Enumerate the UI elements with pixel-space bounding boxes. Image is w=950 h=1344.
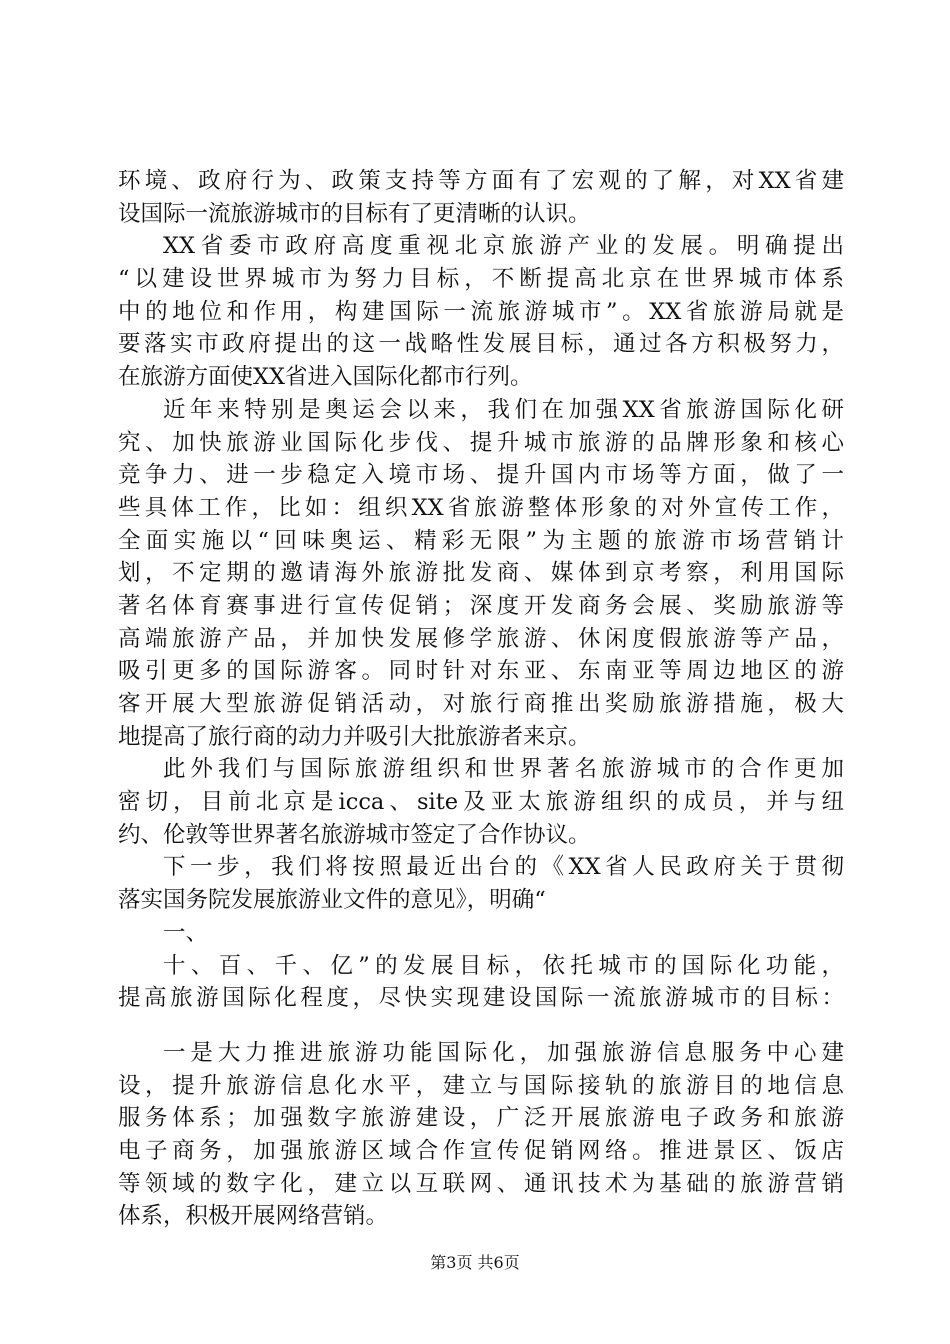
body-line: 些具体工作，比如：组织XX省旅游整体形象的对外宣传工作，: [118, 494, 844, 521]
page-number: 第3页 共6页: [430, 1253, 520, 1272]
body-line: 约、伦敦等世界著名旅游城市签定了合作协议。: [118, 821, 591, 848]
body-line: 提高旅游国际化程度，尽快实现建设国际一流旅游城市的目标：: [118, 985, 844, 1012]
body-line: 吸引更多的国际游客。同时针对东亚、东南亚等周边地区的游: [118, 658, 844, 685]
body-line: XX省委市政府高度重视北京旅游产业的发展。明确提出: [163, 233, 844, 260]
body-line: 设国际一流旅游城市的目标有了更清晰的认识。: [118, 200, 591, 227]
body-line: 要落实市政府提出的这一战略性发展目标，通过各方积极努力，: [118, 331, 844, 358]
body-line: 一是大力推进旅游功能国际化，加强旅游信息服务中心建: [163, 1039, 844, 1066]
body-line: 在旅游方面使XX省进入国际化都市行列。: [118, 364, 533, 391]
body-line: 电子商务，加强旅游区域合作宣传促销网络。推进景区、饭店: [118, 1137, 844, 1164]
body-line: 十、百、千、亿”的发展目标，依托城市的国际化功能，: [163, 952, 844, 979]
body-line: 地提高了旅行商的动力并吸引大批旅游者来京。: [118, 723, 591, 750]
body-line: 竞争力、进一步稳定入境市场、提升国内市场等方面，做了一: [118, 462, 844, 489]
body-line: 一、: [163, 919, 209, 946]
body-line: 环境、政府行为、政策支持等方面有了宏观的了解，对XX省建: [118, 168, 844, 194]
document-body: [118, 165, 844, 1233]
page-footer: [0, 1253, 950, 1273]
body-line: 中的地位和作用，构建国际一流旅游城市”。XX省旅游局就是: [118, 298, 844, 325]
body-line: 客开展大型旅游促销活动，对旅行商推出奖励旅游措施，极大: [118, 691, 844, 717]
body-line: 服务体系；加强数字旅游建设，广泛开展旅游电子政务和旅游: [118, 1105, 844, 1132]
body-line: 近年来特别是奥运会以来，我们在加强XX省旅游国际化研: [163, 396, 844, 423]
body-line: 高端旅游产品，并加快发展修学旅游、休闲度假旅游等产品，: [118, 625, 844, 652]
body-line: 全面实施以“回味奥运、精彩无限”为主题的旅游市场营销计: [118, 527, 844, 554]
body-line: 设，提升旅游信息化水平，建立与国际接轨的旅游目的地信息: [118, 1072, 844, 1099]
body-line: 究、加快旅游业国际化步伐、提升城市旅游的品牌形象和核心: [118, 429, 844, 456]
body-line: “以建设世界城市为努力目标，不断提高北京在世界城市体系: [118, 266, 844, 293]
body-line: 密切，目前北京是icca、site及亚太旅游组织的成员，并与纽: [118, 789, 844, 816]
body-line: 等领域的数字化，建立以互联网、通讯技术为基础的旅游营销: [118, 1170, 844, 1197]
body-line: 著名体育赛事进行宣传促销；深度开发商务会展、奖励旅游等: [118, 592, 844, 619]
paragraph-gap: [118, 1015, 844, 1037]
body-line: 划，不定期的邀请海外旅游批发商、媒体到京考察，利用国际: [118, 560, 844, 587]
body-line: 落实国务院发展旅游业文件的意见》，明确“: [118, 887, 546, 914]
body-line: 下一步，我们将按照最近出台的《XX省人民政府关于贯彻: [163, 854, 844, 881]
body-line: 此外我们与国际旅游组织和世界著名旅游城市的合作更加: [163, 756, 844, 783]
body-line: 体系，积极开展网络营销。: [118, 1203, 389, 1230]
